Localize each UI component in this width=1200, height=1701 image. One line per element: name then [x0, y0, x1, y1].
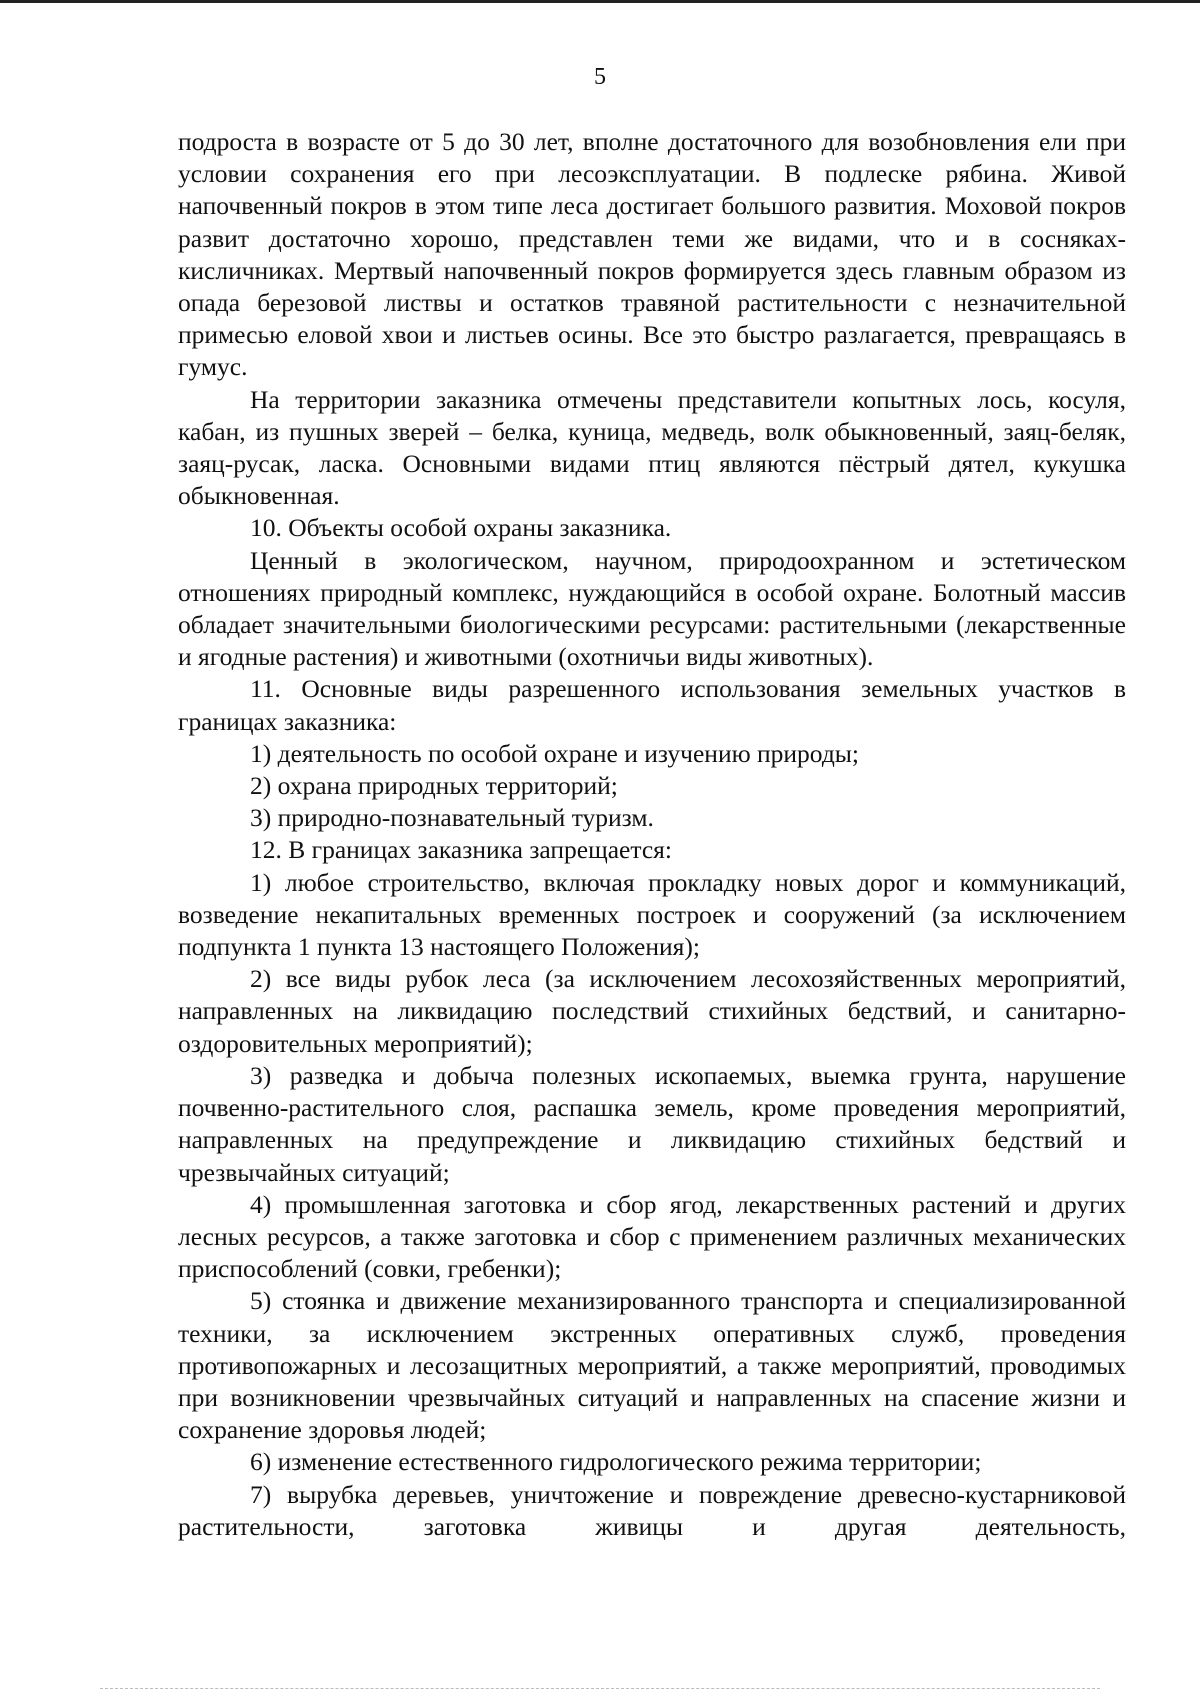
list-item-11-3: 3) природно-познавательный туризм. [250, 803, 654, 833]
body-text [178, 126, 1126, 1543]
list-item-12-2: 2) все виды рубок леса (за исключением лесохозяйственных мероприятий, направленных на ликвидацию последствий стихийных бедствий, и санитарно-оздоровительных мероприятий); [178, 964, 1126, 1058]
paragraph-item-12: 12. В границах заказника запрещается: [250, 835, 672, 865]
paragraph-continuation: подроста в возрасте от 5 до 30 лет, вполне достаточного для возобновления ели при условии сохранения его при лесоэксплуатации. В подлеске рябина. Живой напочвенный покров в этом типе леса достигает большого развития. Моховой покров развит достаточно хорошо, представлен теми же видами, что и в сосняках-кисличниках. Мертвый напочвенный покров формируется здесь главным образом из опада березовой листвы и остатков травяной растительности с незначительной примесью еловой хвои и листьев осины. Все это быстро разлагается, превращаясь в гумус. [178, 127, 1126, 382]
bottom-rule [100, 1688, 1100, 1689]
page-number: 5 [594, 64, 606, 90]
list-item-12-5: 5) стоянка и движение механизированного транспорта и специализированной техники, за исключением экстренных оперативных служб, проведения противопожарных и лесозащитных мероприятий, а также мероприятий, проводимых при возникновении чрезвычайных ситуаций и направленных на спасение жизни и сохранение здоровья людей; [178, 1286, 1126, 1445]
list-item-11-2: 2) охрана природных территорий; [250, 771, 618, 801]
list-item-12-1: 1) любое строительство, включая прокладку новых дорог и коммуникаций, возведение некапитальных временных построек и сооружений (за исключением подпункта 1 пункта 13 настоящего Положения); [178, 867, 1126, 962]
list-item-12-4: 4) промышленная заготовка и сбор ягод, лекарственных растений и других лесных ресурсов, а также заготовка и сбор с применением различных механических приспособлений (совки, гребенки); [178, 1189, 1126, 1284]
paragraph-item-10: 10. Объекты особой охраны заказника. [250, 513, 672, 543]
paragraph-fauna: На территории заказника отмечены представители копытных лось, косуля, кабан, из пушных зверей – белка, куница, медведь, волк обыкновенный, заяц-беляк, заяц-русак, ласка. Основными видами птиц являются пёстрый дятел, кукушка обыкновенная. [178, 384, 1126, 511]
paragraph-item-11: 11. Основные виды разрешенного использования земельных участков в границах заказника: [178, 674, 1126, 736]
list-item-12-6: 6) изменение естественного гидрологического режима территории; [250, 1447, 982, 1477]
list-item-12-3: 3) разведка и добыча полезных ископаемых, выемка грунта, нарушение почвенно-растительного слоя, распашка земель, кроме проведения мероприятий, направленных на предупреждение и ликвидацию стихийных бедствий и чрезвычайных ситуаций; [178, 1060, 1126, 1187]
list-item-12-7: 7) вырубка деревьев, уничтожение и повреждение древесно-кустарниковой растительности, заготовка живицы и другая деятельность, [178, 1479, 1126, 1541]
list-item-11-1: 1) деятельность по особой охране и изучению природы; [250, 738, 860, 768]
paragraph-valuable-complex: Ценный в экологическом, научном, природоохранном и эстетическом отношениях природный комплекс, нуждающийся в особой охране. Болотный массив обладает значительными биологическими ресурсами: растительными (лекарственные и ягодные растения) и животными (охотничьи виды животных). [178, 545, 1126, 672]
top-border [0, 0, 1200, 3]
